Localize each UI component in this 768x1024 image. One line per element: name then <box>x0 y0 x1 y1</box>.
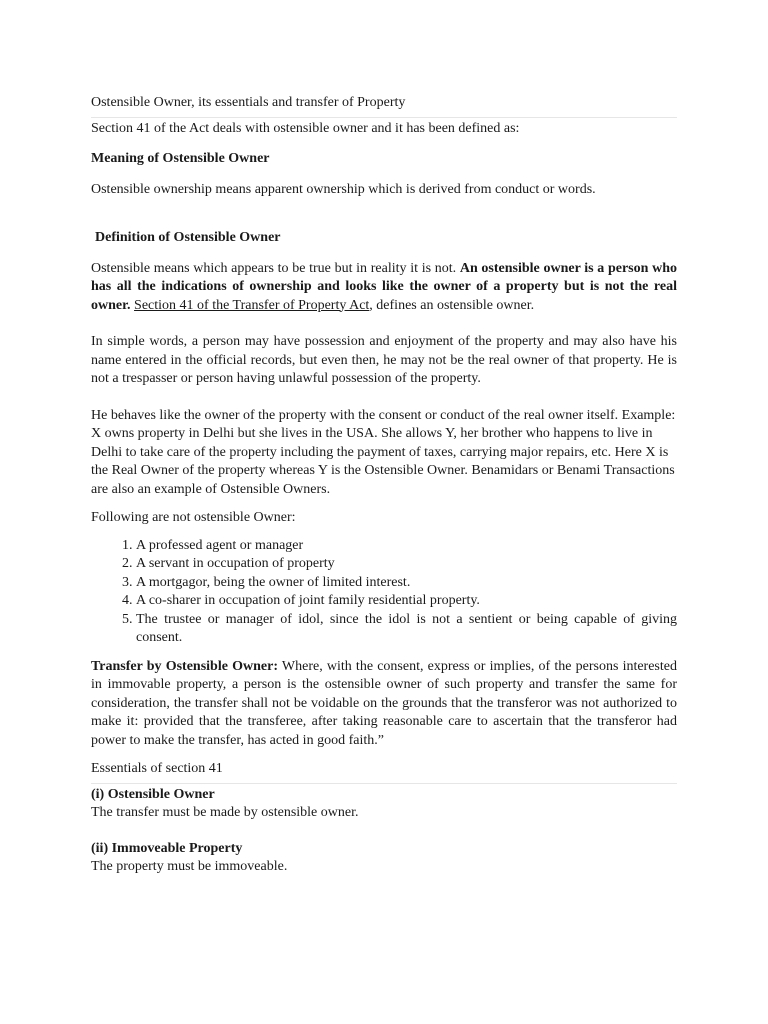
definition-tail-text: , defines an ostensible owner. <box>369 297 535 313</box>
example-paragraph: He behaves like the owner of the property with the consent or conduct of the real owner itself. Example: X owns property in Delhi but she lives in the USA. She allows Y, her brother who happens to live in Delhi to take care of the property including the payment of taxes, carrying major repairs, etc. Here X is the Real Owner of the property whereas Y is the Ostensible Owner. Benamidars or Benami Transactions are also an example of Ostensible Owners. <box>91 407 676 497</box>
not-owner-intro: Following are not ostensible Owner: <box>91 510 296 525</box>
intro-paragraph: Section 41 of the Act deals with ostensible owner and it has been defined as: <box>91 120 520 136</box>
essential-heading: (ii) Immoveable Property <box>91 840 243 856</box>
list-item: 2. A servant in occupation of property <box>136 555 677 574</box>
document-body <box>91 94 677 877</box>
divider <box>91 117 677 118</box>
essential-text: The transfer must be made by ostensible owner. <box>91 805 359 820</box>
meaning-heading: Meaning of Ostensible Owner <box>91 151 270 166</box>
simple-words-paragraph: In simple words, a person may have possession and enjoyment of the property and may also have his name entered in the official records, but even then, he may not be the real owner of that property. He is not a trespasser or person having unlawful possession of the property. <box>91 334 677 386</box>
essentials-heading: Essentials of section 41 <box>91 761 223 776</box>
transfer-text: Where, with the consent, express or implies, of the persons interested in immovable property, a person is the ostensible owner of such property and transfer the same for consideration, the transfer shall not be voidable on the grounds that the transferor was not authorized to make it: provided that the transferee, after taking reasonable care to ascertain that the transferor had power to make the transfer, has acted in good faith.” <box>91 658 677 748</box>
essential-text: The property must be immoveable. <box>91 859 288 874</box>
meaning-paragraph: Ostensible ownership means apparent ownership which is derived from conduct or words. <box>91 181 596 197</box>
divider <box>91 783 677 784</box>
list-item: 3. A mortgagor, being the owner of limited interest. <box>136 574 677 593</box>
not-owner-list <box>91 537 677 648</box>
definition-bold-text: An ostensible owner is a person who has all the indications of ownership and looks like the owner of a property but is not the real owner. <box>91 260 678 313</box>
document-title: Ostensible Owner, its essentials and transfer of Property <box>91 95 406 110</box>
definition-heading: Definition of Ostensible Owner <box>95 230 281 245</box>
essential-heading: (i) Ostensible Owner <box>91 786 215 802</box>
list-item: 1. A professed agent or manager <box>136 537 677 556</box>
definition-paragraph <box>91 260 677 316</box>
section-41-reference: Section 41 of the Transfer of Property Act <box>134 297 370 313</box>
definition-text: Ostensible means which appears to be true but in reality it is not. <box>91 260 460 276</box>
list-item: 5. The trustee or manager of idol, since the idol is not a sentient or being capable of giving consent. <box>136 611 677 648</box>
transfer-paragraph <box>91 658 677 751</box>
list-item: 4. A co-sharer in occupation of joint family residential property. <box>136 592 677 611</box>
transfer-heading: Transfer by Ostensible Owner: <box>91 658 278 674</box>
